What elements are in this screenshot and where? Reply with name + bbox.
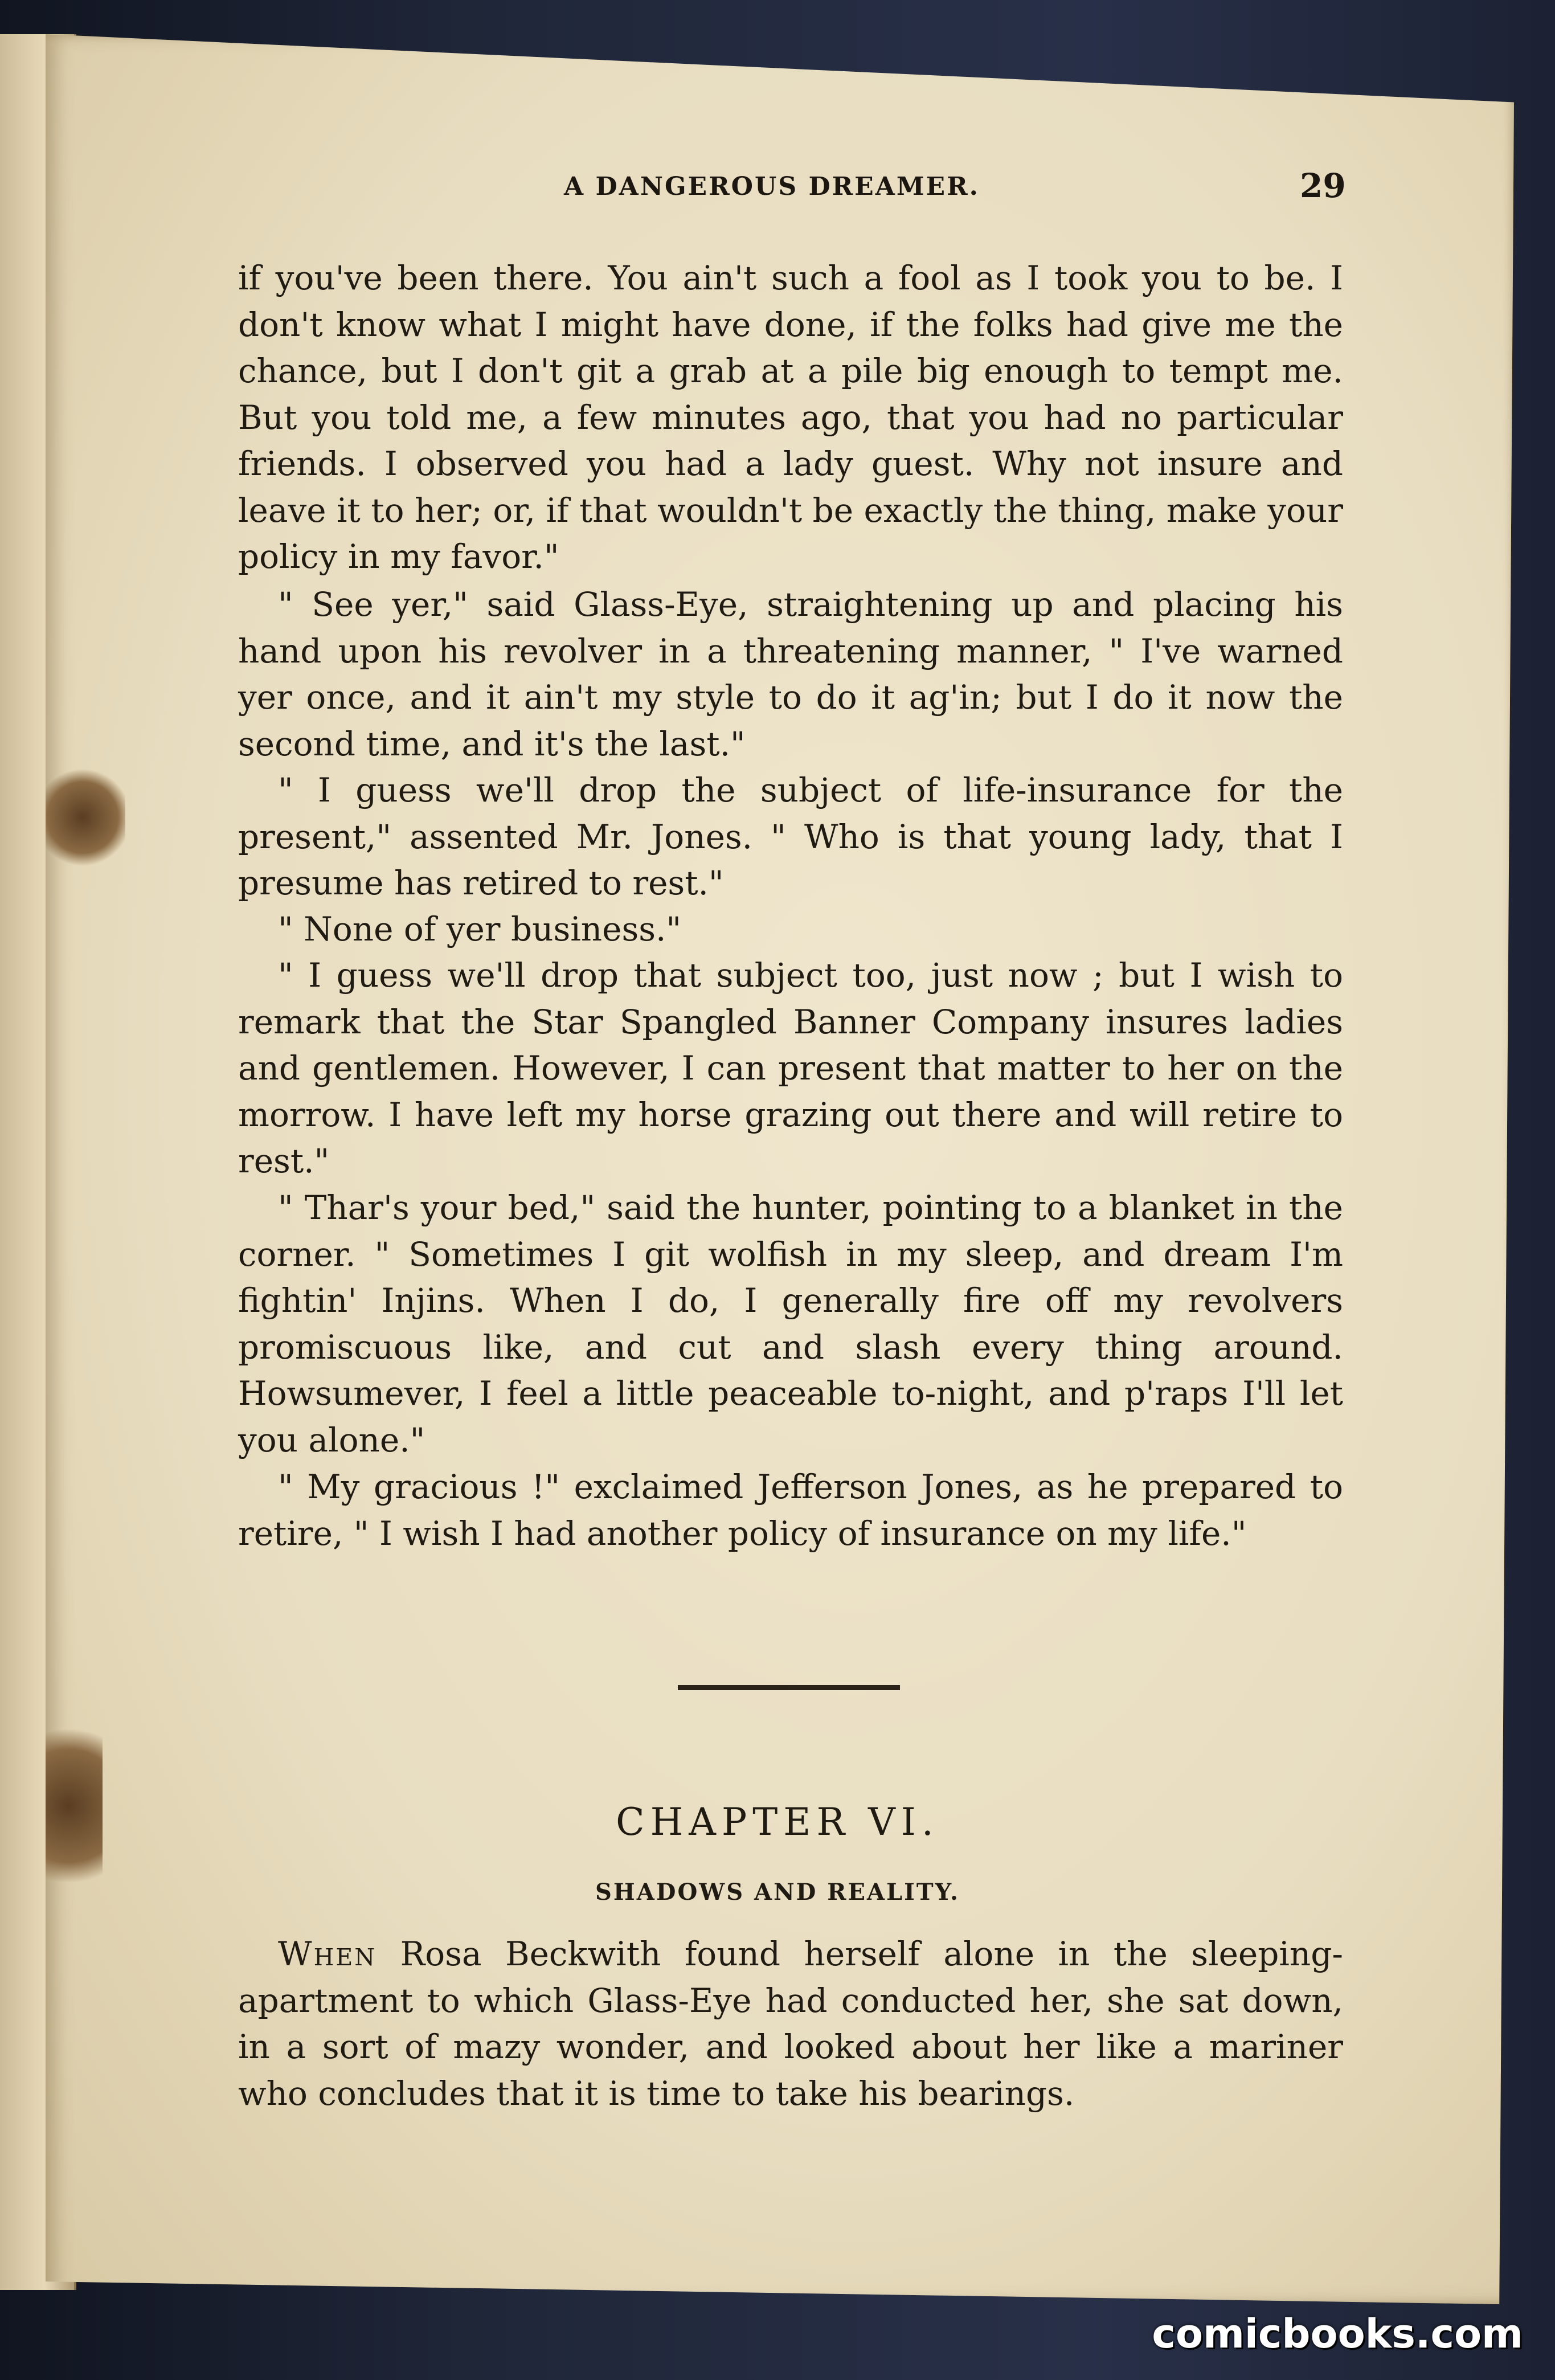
- paragraph: " My gracious !" exclaimed Jefferson Jones, as he prepared to retire, " I wish I had another policy of insurance on my life.": [238, 1467, 1343, 1553]
- chapter-opening-paragraph: [238, 1931, 1343, 2117]
- opening-text: Rosa Beckwith found herself alone in the sleeping-apartment to which Glass-Eye had conducted her, she sat down, in a sort of mazy wonder, and looked about her like a mariner who concludes that it is time to take his bearings.: [238, 1935, 1343, 2113]
- paragraph: if you've been there. You ain't such a fool as I took you to be. I don't know what I might have done, if the folks had give me the chance, but I don't git a grab at a pile big enough to tempt me. But you told me, a few minutes ago, that you had no particular friends. I observed you had a lady guest. Why not insure and leave it to her; or, if that wouldn't be exactly the thing, make your policy in my favor.": [238, 259, 1343, 576]
- paragraph: " None of yer business.": [278, 910, 682, 948]
- paragraph: " Thar's your bed," said the hunter, pointing to a blanket in the corner. " Sometimes I git wolfish in my sleep, and dream I'm fightin' Injins. When I do, I generally fire off my revolvers promiscuous like, and cut and slash every thing around. Howsumever, I feel a little peaceable to-night, and p'raps I'll let you alone.": [238, 1188, 1343, 1459]
- paragraph: " I guess we'll drop the subject of life-insurance for the present," assented Mr. Jones. " Who is that young lady, that I presume has retired to rest.": [238, 771, 1343, 902]
- running-head: A DANGEROUS DREAMER.: [564, 172, 980, 201]
- watermark: comicbooks.com: [1152, 2311, 1523, 2357]
- page-tear: [40, 769, 125, 866]
- paragraph: " See yer," said Glass-Eye, straightening up and placing his hand upon his revolver in a threatening manner, " I've warned yer once, and it ain't my style to do it ag'in; but I do it now the second time, and it's the last.": [238, 585, 1343, 763]
- chapter-subtitle: SHADOWS AND REALITY.: [595, 1879, 960, 1905]
- paragraph: " I guess we'll drop that subject too, just now ; but I wish to remark that the Star Spangled Banner Company insures ladies and gentlemen. However, I can present that matter to her on the morrow. I have left my horse grazing out there and will retire to rest.": [238, 956, 1343, 1180]
- page-number: 29: [1300, 166, 1346, 205]
- chapter-title: CHAPTER VI.: [616, 1800, 939, 1844]
- section-divider: [678, 1685, 900, 1690]
- lead-word: When: [278, 1935, 377, 1973]
